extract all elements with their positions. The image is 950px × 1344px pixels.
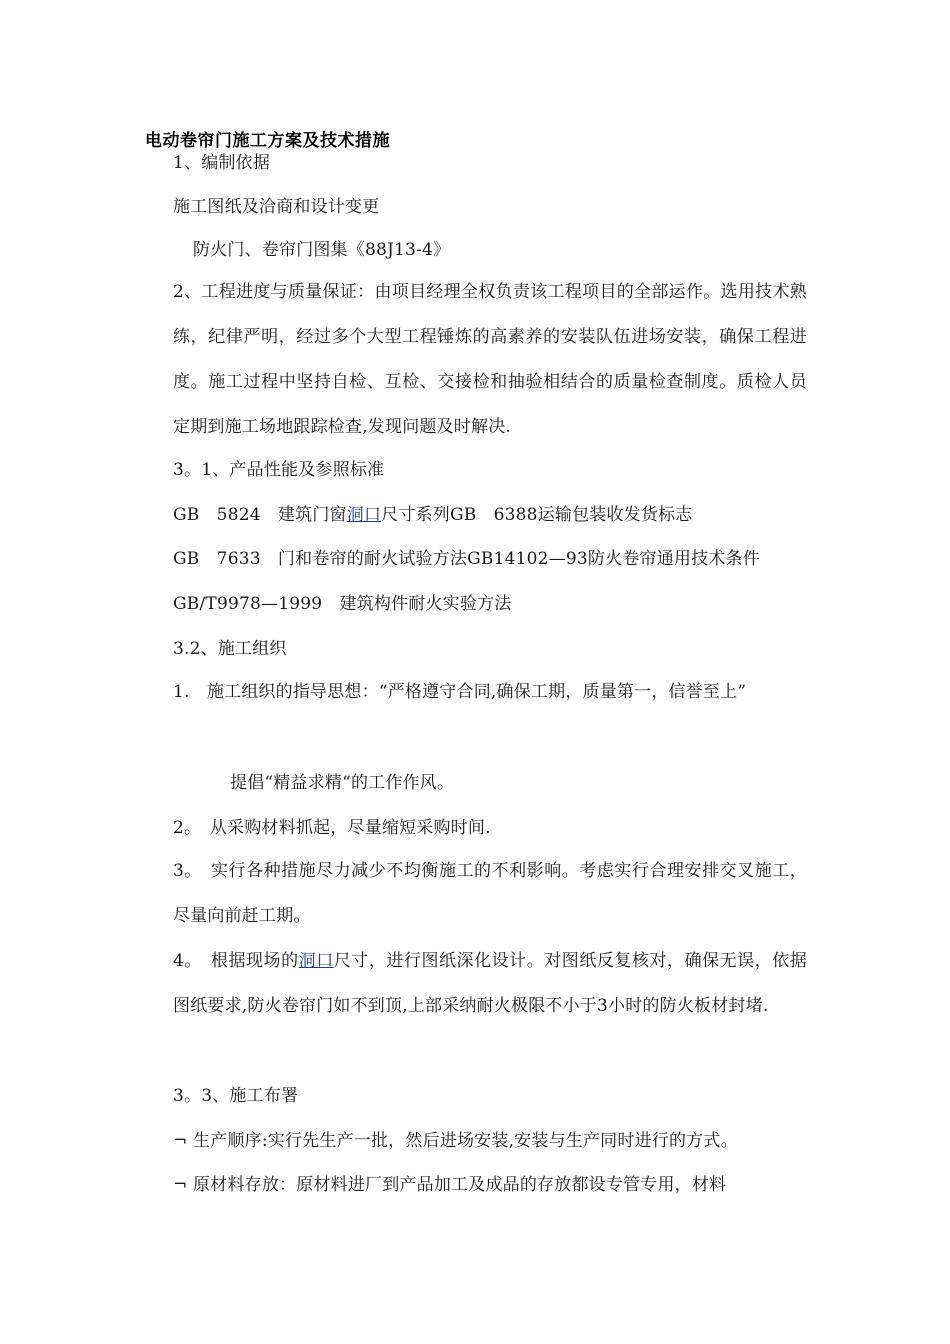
section-1-heading: 1、编制依据: [173, 153, 271, 173]
section-3-1-heading: 3。1、产品性能及参照标准: [173, 460, 385, 480]
document-title: 电动卷帘门施工方案及技术措施: [145, 131, 390, 151]
section-2-paragraph: 2、工程进度与质量保证：由项目经理全权负责该工程项目的全部运作。选用技术熟练，纪律严明，经过多个大型工程锤炼的高素养的安装队伍进场安装，确保工程进度。施工过程中坚持自检、互检、交接检和抽验相结合的质量检查制度。质检人员定期到施工场地跟踪检查,发现问题及时解决.: [173, 282, 807, 437]
standard-line-1-text-a: GB 5824 建筑门窗: [173, 505, 347, 525]
organization-item-2: 2。 从采购材料抓起，尽量缩短采购时间.: [173, 818, 491, 838]
organization-item-4-text-b: 尺寸，进行图纸深化设计。对图纸反复核对，确保无误，依据图纸要求,防火卷帘门如不到顶,上部采纳耐火极限不小于3小时的防火板材封堵.: [173, 951, 808, 1016]
organization-item-4-text-a: 4。 根据现场的: [173, 951, 299, 971]
organization-item-1: 1. 施工组织的指导思想：“严格遵守合同,确保工期，质量第一，信誉至上”: [173, 682, 747, 702]
section-3-2-heading: 3.2、施工组织: [173, 639, 287, 659]
standard-line-2: GB 7633 门和卷帘的耐火试验方法GB14102—93防火卷帘通用技术条件: [173, 549, 760, 569]
deployment-item-2: ¬ 原材料存放：原材料进厂到产品加工及成品的存放都设专管专用，材料: [173, 1175, 727, 1195]
section-1-item-1: 施工图纸及洽商和设计变更: [173, 197, 380, 217]
section-1-item-2: 防火门、卷帘门图集《88J13-4》: [193, 240, 451, 260]
organization-item-4: [173, 939, 807, 1029]
organization-item-1-sub: 提倡“精益求精“的工作作风。: [230, 773, 455, 793]
standard-line-1: [173, 504, 693, 526]
organization-item-3: 3。 实行各种措施尽力减少不均衡施工的不利影响。考虑实行合理安排交叉施工，尽量向前赶工期。: [173, 861, 807, 926]
dongkou-link-2[interactable]: 洞口: [298, 951, 334, 971]
dongkou-link-1[interactable]: 洞口: [346, 505, 382, 525]
deployment-item-1: ¬ 生产顺序:实行先生产一批，然后进场安装,安装与生产同时进行的方式。: [173, 1131, 738, 1151]
standard-line-1-text-b: 尺寸系列GB 6388运输包装收发货标志: [381, 505, 693, 525]
section-3-3-heading: 3。3、施工布署: [173, 1086, 299, 1106]
standard-line-3: GB/T9978—1999 建筑构件耐火实验方法: [173, 594, 512, 614]
